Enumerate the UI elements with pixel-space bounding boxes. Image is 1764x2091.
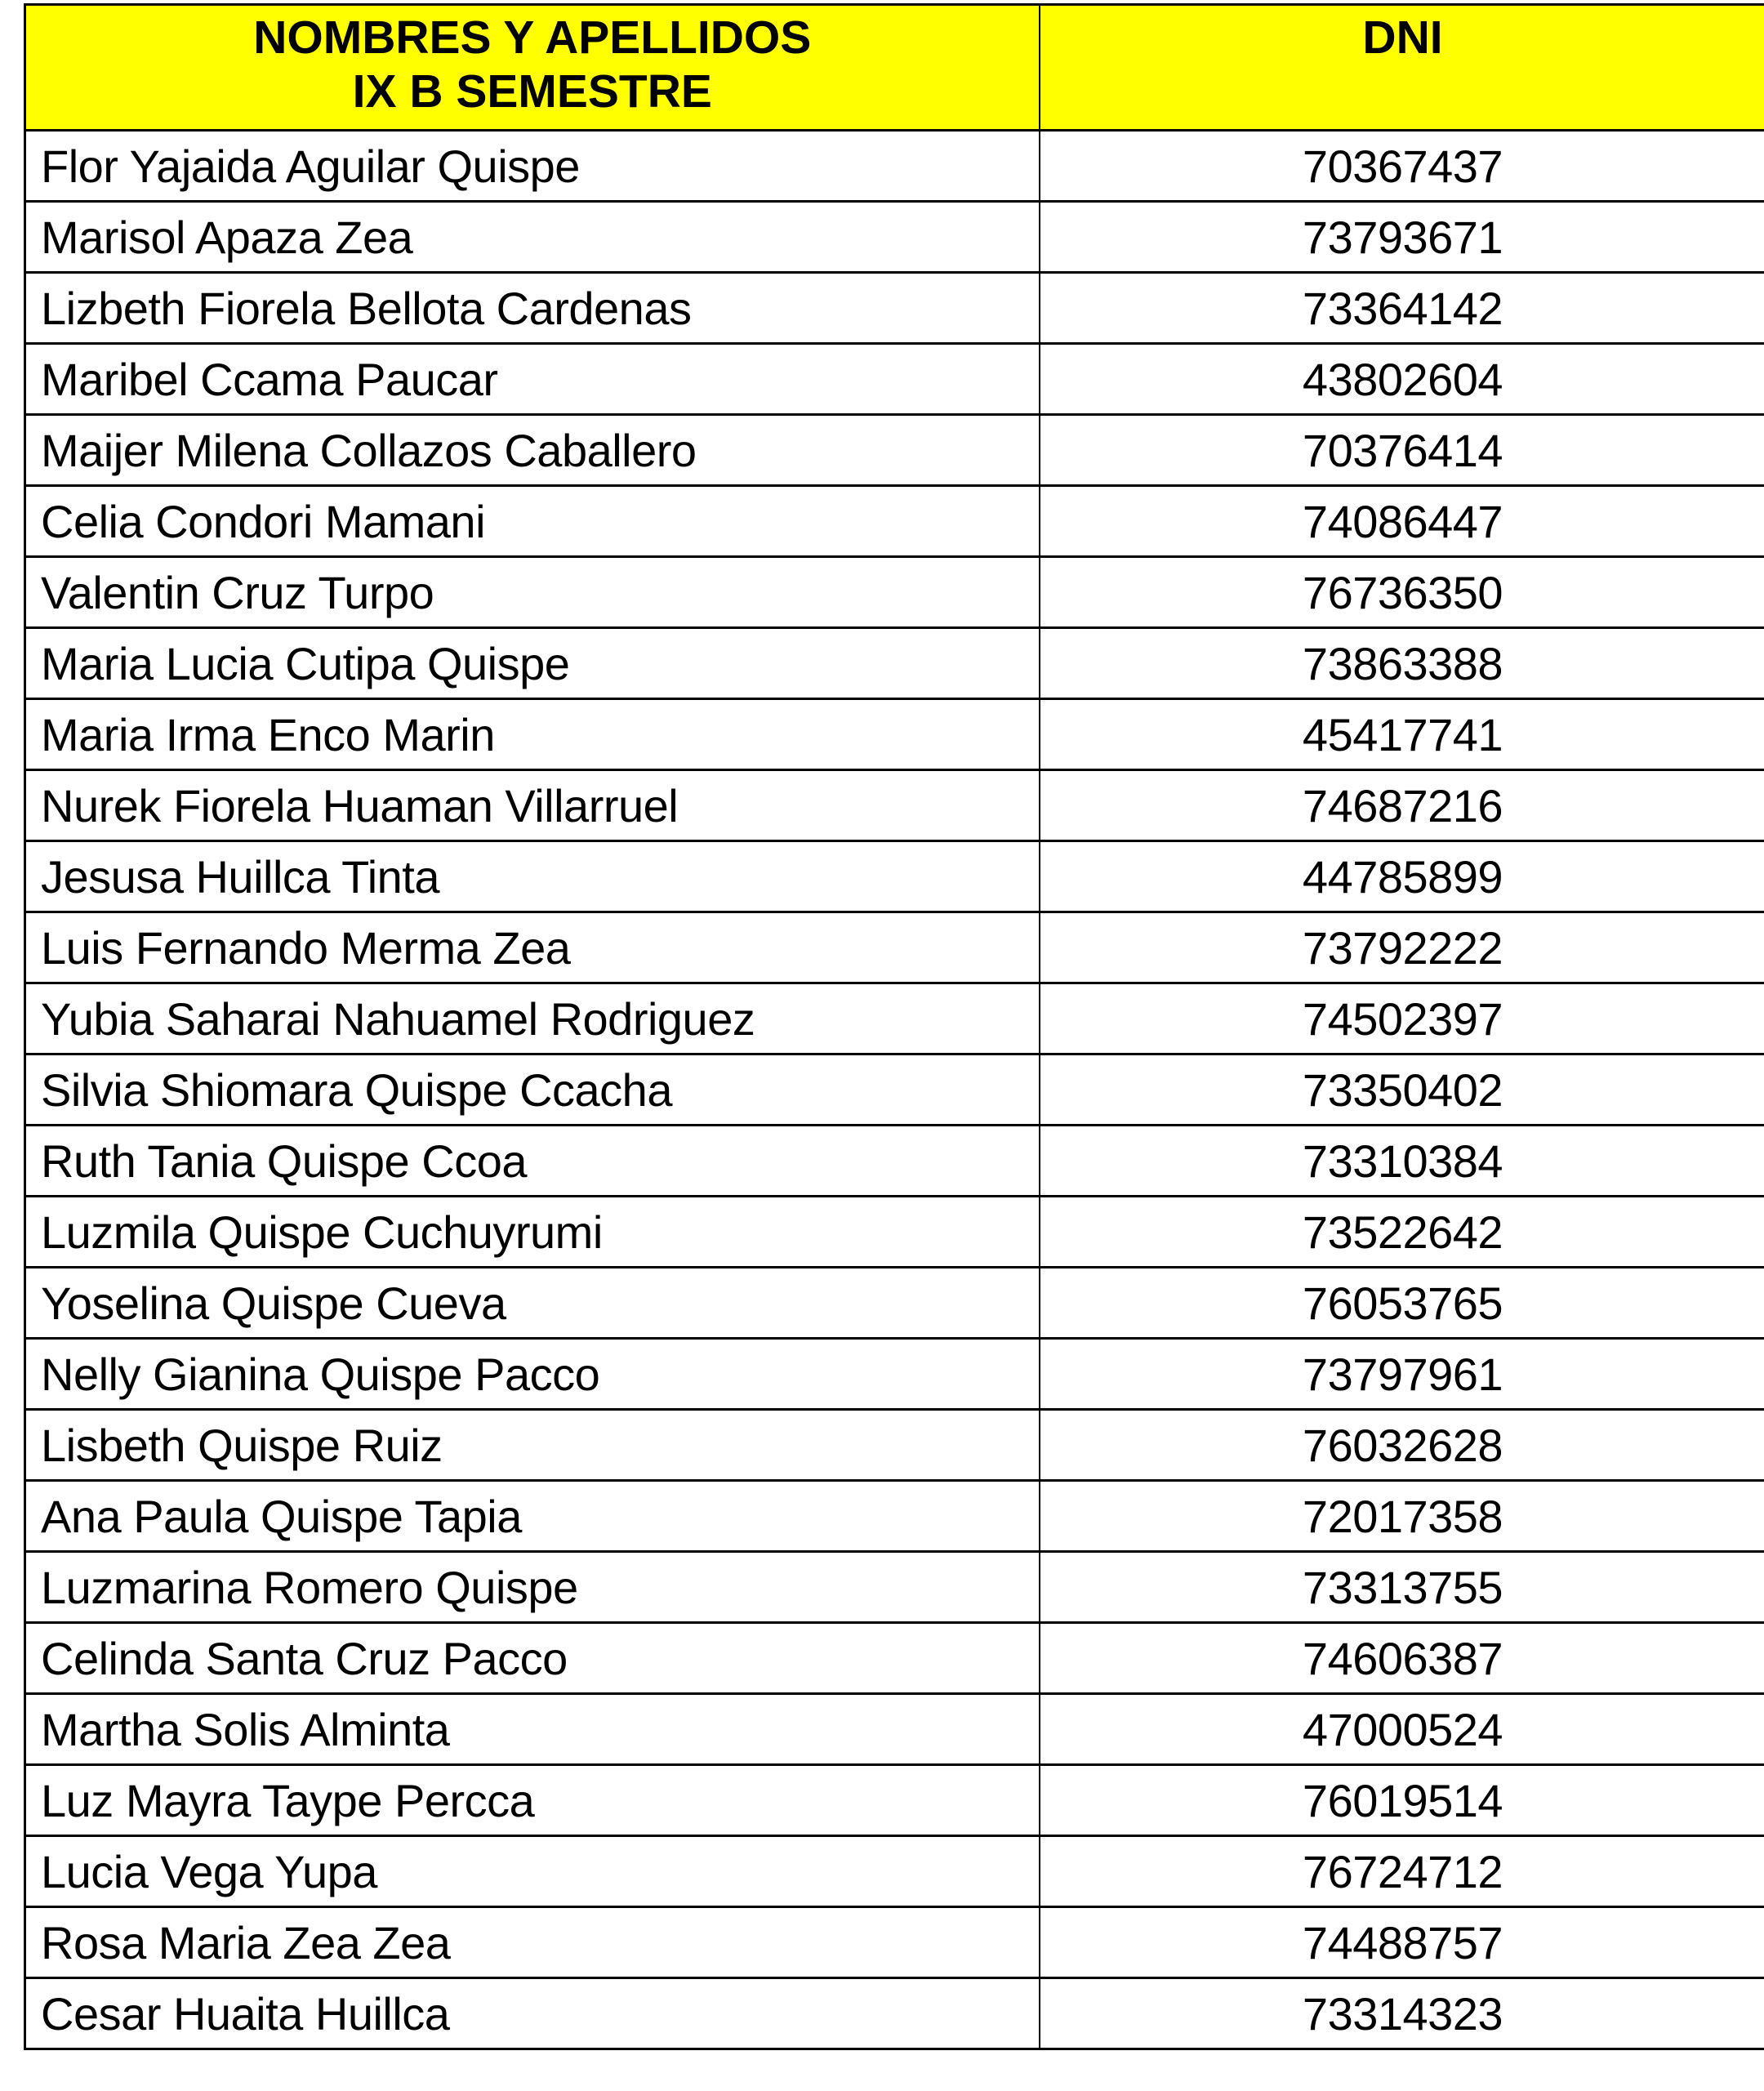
table-row	[25, 1836, 1764, 1907]
student-name-cell: Celia Condori Mamani	[25, 486, 1040, 557]
table-row	[25, 1552, 1764, 1623]
student-rows	[25, 131, 1764, 2049]
table-row	[25, 1694, 1764, 1765]
header-dni-cell	[1040, 5, 1764, 131]
student-name-cell: Jesusa Huillca Tinta	[25, 841, 1040, 912]
student-name-cell: Cesar Huaita Huillca	[25, 1978, 1040, 2049]
student-dni-cell: 76053765	[1040, 1268, 1764, 1339]
student-dni-cell: 73793671	[1040, 202, 1764, 273]
table-row	[25, 1054, 1764, 1126]
table-row	[25, 1339, 1764, 1410]
header-dni-title: DNI	[1362, 11, 1443, 64]
student-name-cell: Maria Irma Enco Marin	[25, 699, 1040, 770]
student-name-cell: Lisbeth Quispe Ruiz	[25, 1410, 1040, 1481]
table-row	[25, 841, 1764, 912]
student-roster-table	[24, 3, 1764, 2050]
student-dni-cell: 45417741	[1040, 699, 1764, 770]
table-row	[25, 983, 1764, 1054]
student-dni-cell: 70367437	[1040, 131, 1764, 202]
student-dni-cell: 73522642	[1040, 1197, 1764, 1268]
student-name-cell: Luis Fernando Merma Zea	[25, 912, 1040, 983]
student-name-cell: Ana Paula Quispe Tapia	[25, 1481, 1040, 1552]
student-name-cell: Martha Solis Alminta	[25, 1694, 1040, 1765]
table-row	[25, 344, 1764, 415]
student-name-cell: Luzmarina Romero Quispe	[25, 1552, 1040, 1623]
student-dni-cell: 74687216	[1040, 770, 1764, 841]
student-name-cell: Yubia Saharai Nahuamel Rodriguez	[25, 983, 1040, 1054]
table-row	[25, 486, 1764, 557]
student-dni-cell: 73314323	[1040, 1978, 1764, 2049]
table-header-row	[25, 5, 1764, 131]
table-row	[25, 770, 1764, 841]
student-name-cell: Yoselina Quispe Cueva	[25, 1268, 1040, 1339]
student-dni-cell: 44785899	[1040, 841, 1764, 912]
student-name-cell: Marisol Apaza Zea	[25, 202, 1040, 273]
table-row	[25, 1907, 1764, 1978]
student-dni-cell: 76724712	[1040, 1836, 1764, 1907]
student-roster-sheet	[24, 3, 1764, 2050]
table-row	[25, 1765, 1764, 1836]
student-dni-cell: 76736350	[1040, 557, 1764, 628]
table-row	[25, 557, 1764, 628]
student-dni-cell: 74502397	[1040, 983, 1764, 1054]
student-dni-cell: 76019514	[1040, 1765, 1764, 1836]
table-row	[25, 1481, 1764, 1552]
student-dni-cell: 74086447	[1040, 486, 1764, 557]
student-dni-cell: 73313755	[1040, 1552, 1764, 1623]
student-name-cell: Nelly Gianina Quispe Pacco	[25, 1339, 1040, 1410]
table-row	[25, 131, 1764, 202]
table-row	[25, 912, 1764, 983]
student-dni-cell: 74488757	[1040, 1907, 1764, 1978]
student-name-cell: Lizbeth Fiorela Bellota Cardenas	[25, 273, 1040, 344]
student-name-cell: Luzmila Quispe Cuchuyrumi	[25, 1197, 1040, 1268]
student-dni-cell: 73364142	[1040, 273, 1764, 344]
student-name-cell: Valentin Cruz Turpo	[25, 557, 1040, 628]
student-dni-cell: 73863388	[1040, 628, 1764, 699]
student-name-cell: Nurek Fiorela Huaman Villarruel	[25, 770, 1040, 841]
student-dni-cell: 73350402	[1040, 1054, 1764, 1126]
table-row	[25, 628, 1764, 699]
table-row	[25, 1623, 1764, 1694]
student-dni-cell: 74606387	[1040, 1623, 1764, 1694]
student-name-cell: Rosa Maria Zea Zea	[25, 1907, 1040, 1978]
student-dni-cell: 47000524	[1040, 1694, 1764, 1765]
student-dni-cell: 70376414	[1040, 415, 1764, 486]
student-dni-cell: 76032628	[1040, 1410, 1764, 1481]
table-row	[25, 1268, 1764, 1339]
table-row	[25, 415, 1764, 486]
table-row	[25, 273, 1764, 344]
student-dni-cell: 73797961	[1040, 1339, 1764, 1410]
header-semester-title: IX B SEMESTRE	[352, 65, 712, 118]
table-row	[25, 1978, 1764, 2049]
student-dni-cell: 73310384	[1040, 1126, 1764, 1197]
student-name-cell: Maribel Ccama Paucar	[25, 344, 1040, 415]
student-name-cell: Maria Lucia Cutipa Quispe	[25, 628, 1040, 699]
table-row	[25, 1197, 1764, 1268]
header-names-cell	[25, 5, 1040, 131]
student-name-cell: Ruth Tania Quispe Ccoa	[25, 1126, 1040, 1197]
table-row	[25, 699, 1764, 770]
student-name-cell: Lucia Vega Yupa	[25, 1836, 1040, 1907]
student-name-cell: Luz Mayra Taype Percca	[25, 1765, 1040, 1836]
student-name-cell: Celinda Santa Cruz Pacco	[25, 1623, 1040, 1694]
table-row	[25, 1126, 1764, 1197]
table-row	[25, 202, 1764, 273]
student-dni-cell: 72017358	[1040, 1481, 1764, 1552]
student-name-cell: Maijer Milena Collazos Caballero	[25, 415, 1040, 486]
header-names-title: NOMBRES Y APELLIDOS	[253, 11, 812, 64]
student-dni-cell: 73792222	[1040, 912, 1764, 983]
student-dni-cell: 43802604	[1040, 344, 1764, 415]
student-name-cell: Flor Yajaida Aguilar Quispe	[25, 131, 1040, 202]
table-row	[25, 1410, 1764, 1481]
student-name-cell: Silvia Shiomara Quispe Ccacha	[25, 1054, 1040, 1126]
